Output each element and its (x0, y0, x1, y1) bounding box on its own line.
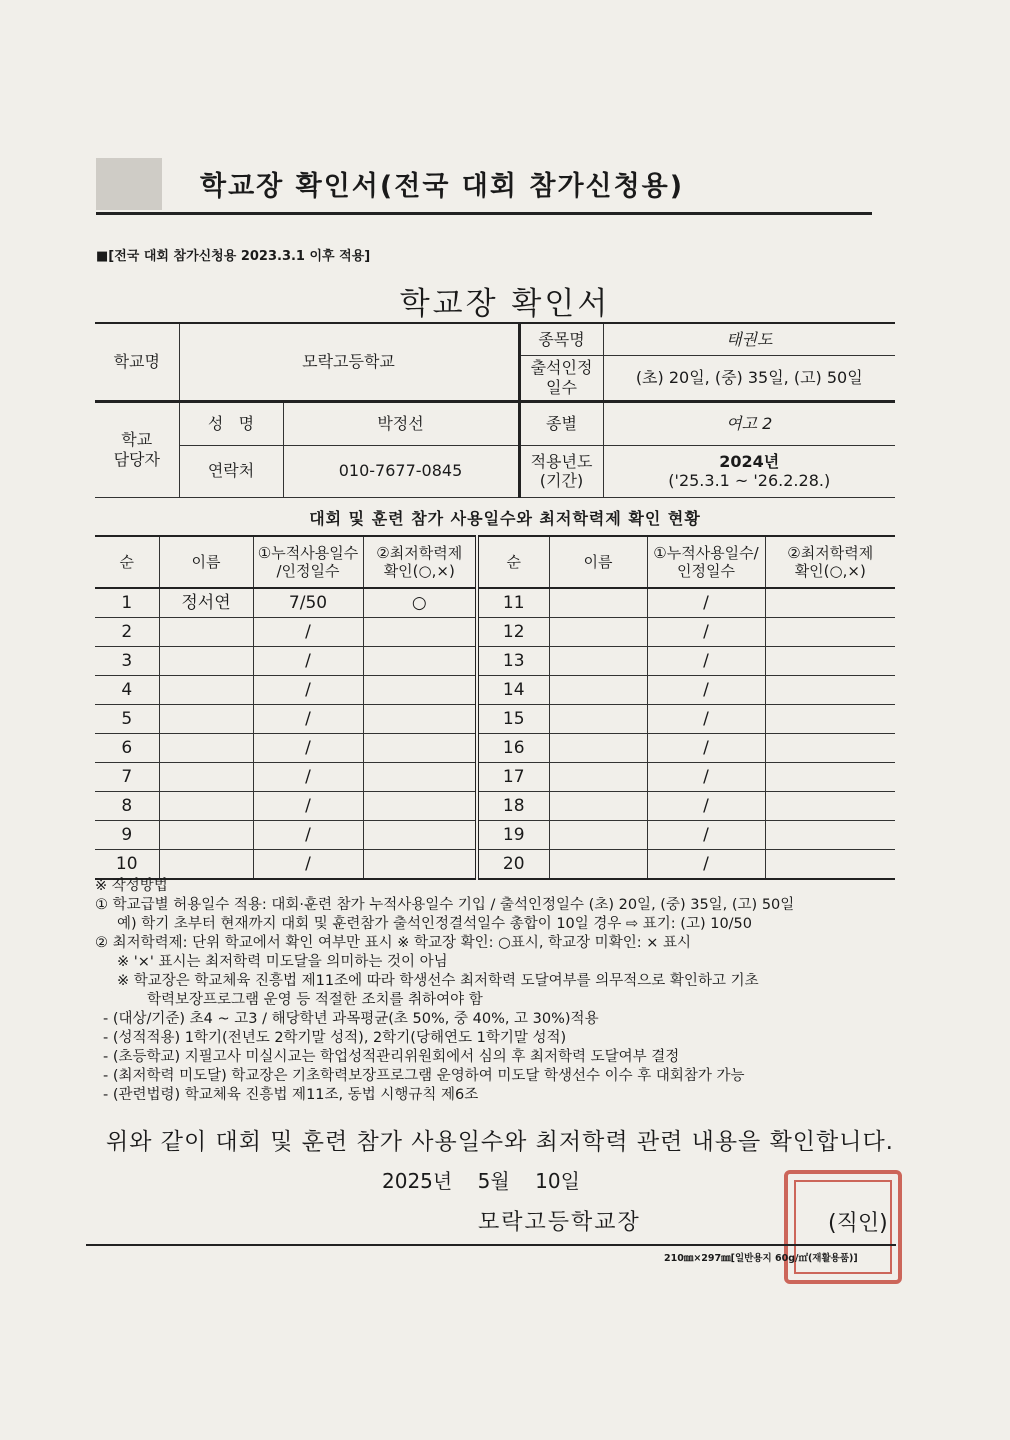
row-number: 17 (477, 763, 549, 792)
instruction-line: ※ '×' 표시는 최저학력 미도달을 의미하는 것이 아님 (117, 954, 448, 970)
row-number: 13 (477, 647, 549, 676)
days-used: / (253, 705, 363, 734)
writing-instructions (95, 877, 905, 1105)
category-label: 종별 (519, 401, 603, 445)
school-label: 학교명 (95, 323, 179, 401)
academic-check (363, 647, 477, 676)
period-value: ('25.3.1 ~ '26.2.28.) (668, 471, 831, 490)
student-name (159, 821, 253, 850)
student-name (159, 647, 253, 676)
student-name (159, 792, 253, 821)
row-number: 14 (477, 676, 549, 705)
student-name (549, 821, 647, 850)
days-used: / (647, 850, 765, 880)
days-used: / (253, 821, 363, 850)
column-header: ②최저학력제 확인(○,×) (363, 536, 477, 588)
days-used: / (647, 676, 765, 705)
instruction-line: - (최저학력 미도달) 학교장은 기초학력보장프로그램 운영하여 미도달 학생선수 이수 후 대회참가 가능 (103, 1068, 745, 1084)
academic-check (363, 792, 477, 821)
sport-value: 태권도 (603, 323, 895, 355)
academic-check (765, 792, 895, 821)
academic-check (363, 676, 477, 705)
table-row (95, 647, 895, 676)
instruction-line: 예) 학기 초부터 현재까지 대회 및 훈련참가 출석인정결석일수 총합이 10일 경우 ⇨ 표기: (고) 10/50 (117, 916, 753, 932)
days-used: / (253, 618, 363, 647)
academic-check (765, 618, 895, 647)
academic-check (363, 618, 477, 647)
header-title: 학교장 확인서(전국 대회 참가신청용) (200, 171, 685, 202)
days-used: / (647, 821, 765, 850)
column-header: ①누적사용일수/ 인정일수 (647, 536, 765, 588)
table-row (95, 618, 895, 647)
table-row (95, 676, 895, 705)
days-used: / (647, 588, 765, 618)
column-header: ①누적사용일수 /인정일수 (253, 536, 363, 588)
school-name: 모락고등학교 (179, 323, 519, 401)
section-title: 대회 및 훈련 참가 사용일수와 최저학력제 확인 현황 (309, 509, 701, 528)
student-name (549, 705, 647, 734)
table-row (95, 763, 895, 792)
instruction-line: ① 학교급별 허용일수 적용: 대회·훈련 참가 누적사용일수 기입 / 출석인정일수 (초) 20일, (중) 35일, (고) 50일 (95, 897, 795, 913)
academic-check (765, 588, 895, 618)
row-number: 18 (477, 792, 549, 821)
column-header: 이름 (549, 536, 647, 588)
row-number: 3 (95, 647, 159, 676)
student-name (549, 763, 647, 792)
principal-title: 모락고등학교장 (478, 1210, 641, 1235)
row-number: 4 (95, 676, 159, 705)
row-number: 10 (95, 850, 159, 880)
attendance-value: (초) 20일, (중) 35일, (고) 50일 (603, 355, 895, 401)
header-corner-box (96, 158, 162, 210)
academic-check (765, 850, 895, 880)
sport-label: 종목명 (519, 323, 603, 355)
name-value: 박정선 (283, 401, 519, 445)
student-name (159, 734, 253, 763)
row-number: 12 (477, 618, 549, 647)
student-name (549, 676, 647, 705)
student-name (159, 676, 253, 705)
year-value: 2024년 (719, 451, 780, 471)
instruction-line: 학력보장프로그램 운영 등 적절한 조치를 취하여야 함 (147, 992, 483, 1008)
table-row (95, 850, 895, 880)
instruction-line: ② 최저학력제: 단위 학교에서 확인 여부만 표시 ※ 학교장 확인: ○표시, 학교장 미확인: × 표시 (95, 935, 691, 951)
days-used: / (647, 792, 765, 821)
student-name (549, 792, 647, 821)
student-name (549, 734, 647, 763)
student-name (549, 618, 647, 647)
column-header: 순 (95, 536, 159, 588)
academic-check (363, 705, 477, 734)
instruction-line: - (성적적용) 1학기(전년도 2학기말 성적), 2학기(당해연도 1학기말 성적) (103, 1030, 567, 1046)
row-number: 15 (477, 705, 549, 734)
confirmation-statement: 위와 같이 대회 및 훈련 참가 사용일수와 최저학력 관련 내용을 확인합니다. (106, 1129, 894, 1155)
row-number: 6 (95, 734, 159, 763)
table-row (95, 588, 895, 618)
academic-check (363, 734, 477, 763)
row-number: 19 (477, 821, 549, 850)
year-cell (603, 445, 895, 497)
student-name (159, 618, 253, 647)
header-divider (96, 212, 872, 215)
manager-label: 학교 담당자 (95, 401, 179, 497)
table-row (95, 792, 895, 821)
column-header: ②최저학력제 확인(○,×) (765, 536, 895, 588)
contact-value: 010-7677-0845 (283, 445, 519, 497)
row-number: 1 (95, 588, 159, 618)
row-number: 20 (477, 850, 549, 880)
academic-check (765, 647, 895, 676)
student-name (549, 850, 647, 880)
days-used: / (647, 734, 765, 763)
instruction-line: - (초등학교) 지필고사 미실시교는 학업성적관리위원회에서 심의 후 최저학력 도달여부 결정 (103, 1049, 680, 1065)
days-used: / (253, 792, 363, 821)
student-name (159, 850, 253, 880)
instruction-line: ※ 학교장은 학교체육 진흥법 제11조에 따라 학생선수 최저학력 도달여부를 의무적으로 확인하고 기초 (117, 973, 759, 989)
days-used: / (647, 647, 765, 676)
participation-table (95, 535, 895, 880)
instruction-line: ※ 작성방법 (95, 878, 168, 894)
days-used: / (253, 647, 363, 676)
row-number: 16 (477, 734, 549, 763)
column-header: 이름 (159, 536, 253, 588)
student-name (549, 588, 647, 618)
student-name: 정서연 (159, 588, 253, 618)
student-name (159, 705, 253, 734)
table-row (95, 734, 895, 763)
days-used: / (253, 763, 363, 792)
category-value: 여고 2 (603, 401, 895, 445)
row-number: 8 (95, 792, 159, 821)
days-used: / (647, 763, 765, 792)
days-used: 7/50 (253, 588, 363, 618)
paper-spec: 210㎜×297㎜[일반용지 60g/㎡(재활용품)] (664, 1253, 858, 1264)
days-used: / (253, 734, 363, 763)
issue-date: 2025년 5월 10일 (382, 1169, 580, 1193)
academic-check: ○ (363, 588, 477, 618)
days-used: / (253, 850, 363, 880)
academic-check (363, 850, 477, 880)
academic-check (363, 821, 477, 850)
year-label: 적용년도 (기간) (519, 445, 603, 497)
days-used: / (253, 676, 363, 705)
student-name (549, 647, 647, 676)
bottom-divider (86, 1244, 896, 1246)
document-title: 학교장 확인서 (399, 286, 611, 322)
row-number: 7 (95, 763, 159, 792)
table-row (95, 821, 895, 850)
seal-label: (직인) (828, 1211, 888, 1236)
academic-check (765, 676, 895, 705)
student-name (159, 763, 253, 792)
table-row (95, 705, 895, 734)
row-number: 2 (95, 618, 159, 647)
row-number: 5 (95, 705, 159, 734)
academic-check (363, 763, 477, 792)
academic-check (765, 734, 895, 763)
info-table (95, 322, 895, 498)
academic-check (765, 821, 895, 850)
applicability-note: ■[전국 대회 참가신청용 2023.3.1 이후 적용] (96, 249, 371, 264)
days-used: / (647, 618, 765, 647)
attendance-label: 출석인정 일수 (519, 355, 603, 401)
days-used: / (647, 705, 765, 734)
academic-check (765, 763, 895, 792)
instruction-line: - (관련법령) 학교체육 진흥법 제11조, 동법 시행규칙 제6조 (103, 1087, 479, 1103)
instruction-line: - (대상/기준) 초4 ~ 고3 / 해당학년 과목평균(초 50%, 중 40%, 고 30%)적용 (103, 1011, 599, 1027)
contact-label: 연락처 (179, 445, 283, 497)
row-number: 11 (477, 588, 549, 618)
column-header: 순 (477, 536, 549, 588)
row-number: 9 (95, 821, 159, 850)
academic-check (765, 705, 895, 734)
name-label: 성 명 (179, 401, 283, 445)
table-header-row (95, 536, 895, 588)
